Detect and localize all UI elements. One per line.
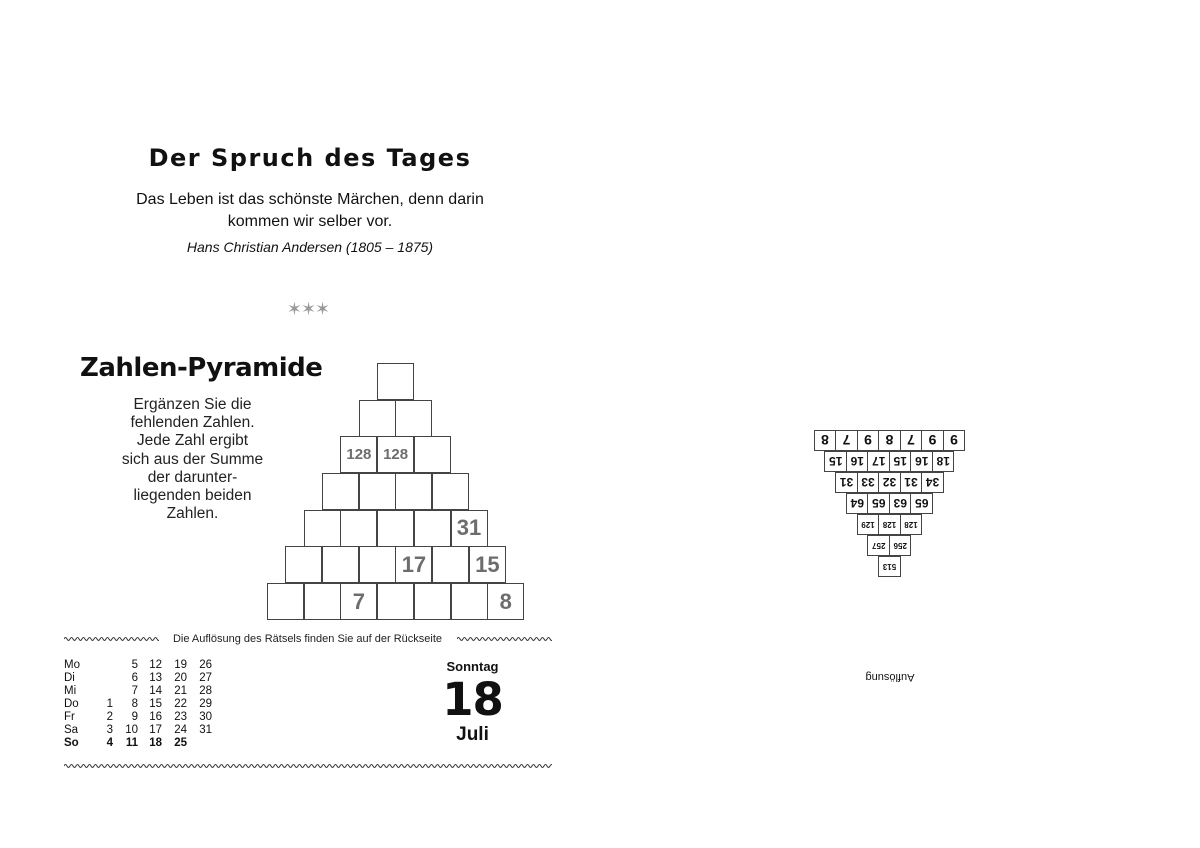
calendar-date: 7: [131, 685, 138, 697]
instruction-line: liegenden beiden: [133, 487, 252, 505]
calendar-date: 27: [199, 672, 212, 684]
solution-cell: 15: [825, 451, 848, 472]
day-number: 18: [442, 673, 503, 726]
weekday: Sonntag: [446, 659, 499, 674]
divider-stars: ✶✶✶: [286, 299, 330, 319]
solution-cell: 7: [835, 430, 858, 451]
solution-cell: 257: [868, 535, 891, 556]
calendar-date: 5: [131, 659, 138, 671]
calendar-date: 12: [149, 659, 162, 671]
pyramid-cell[interactable]: [304, 583, 341, 620]
solution-cell: 8: [878, 430, 901, 451]
pyramid-cell[interactable]: [395, 400, 432, 437]
calendar-date: 25: [174, 737, 187, 749]
solution-cell: 129: [857, 514, 880, 535]
calendar-day-label: Sa: [64, 724, 79, 736]
solution-hint: Die Auflösung des Rätsels finden Sie auf der Rückseite: [172, 633, 443, 645]
calendar-date: 26: [199, 659, 212, 671]
pyramid-cell[interactable]: 7: [340, 583, 377, 620]
quote-line: Das Leben ist das schönste Märchen, denn darin: [136, 191, 484, 208]
pyramid-cell[interactable]: 128: [340, 436, 377, 473]
solution-cell: 513: [878, 556, 901, 577]
solution-cell: 33: [857, 472, 880, 493]
solution-cell: 65: [911, 493, 934, 514]
pyramid-cell[interactable]: [322, 473, 359, 510]
bottom-wave: [64, 760, 552, 772]
calendar-day-label: Di: [64, 672, 75, 684]
pyramid-cell[interactable]: [377, 363, 414, 400]
calendar-date: 4: [106, 737, 113, 749]
solution-pyramid: [800, 417, 980, 577]
puzzle-title: Zahlen-Pyramide: [80, 353, 323, 383]
calendar-date: 23: [174, 711, 187, 723]
calendar-day-label: So: [64, 737, 79, 749]
pyramid-cell[interactable]: [304, 510, 341, 547]
pyramid-cell[interactable]: [414, 436, 451, 473]
calendar-date: 20: [174, 672, 187, 684]
solution-cell: 256: [889, 535, 912, 556]
solution-cell: 9: [921, 430, 944, 451]
calendar-date: 11: [125, 737, 138, 749]
solution-cell: 16: [846, 451, 869, 472]
pyramid-cell[interactable]: [414, 510, 451, 547]
instruction-line: der darunter-: [147, 468, 238, 486]
instruction-line: Zahlen.: [166, 505, 219, 523]
pyramid-cell[interactable]: 15: [469, 546, 506, 583]
pyramid-cell[interactable]: [322, 546, 359, 583]
calendar-date: 10: [125, 724, 138, 736]
calendar-date: 3: [106, 724, 113, 736]
quote-author: Hans Christian Andersen (1805 – 1875): [186, 239, 434, 255]
calendar-date: [182, 737, 212, 750]
solution-cell: 7: [900, 430, 923, 451]
pyramid-cell[interactable]: [359, 400, 396, 437]
pyramid-cell[interactable]: [267, 583, 304, 620]
calendar-day-label: Fr: [64, 711, 75, 723]
solution-cell: 31: [835, 472, 858, 493]
calendar-date: 31: [199, 724, 212, 736]
calendar-date: 9: [131, 711, 138, 723]
instruction-line: Jede Zahl ergibt: [136, 432, 249, 450]
separator-wave-left: [64, 633, 159, 645]
pyramid-cell[interactable]: 8: [487, 583, 524, 620]
calendar-date: 8: [131, 698, 138, 710]
calendar-week-column: [182, 659, 212, 750]
solution-cell: 9: [857, 430, 880, 451]
pyramid-cell[interactable]: [432, 546, 469, 583]
pyramid-cell[interactable]: [451, 583, 488, 620]
calendar-date: 21: [174, 685, 187, 697]
quote-line: kommen wir selber vor.: [227, 213, 393, 230]
pyramid-cell[interactable]: 17: [395, 546, 432, 583]
calendar-date: 15: [149, 698, 162, 710]
pyramid-cell[interactable]: 31: [451, 510, 488, 547]
pyramid-cell[interactable]: [359, 473, 396, 510]
solution-cell: 63: [889, 493, 912, 514]
pyramid-cell[interactable]: [395, 473, 432, 510]
calendar-date: 24: [174, 724, 187, 736]
solution-cell: 32: [878, 472, 901, 493]
solution-cell: 31: [900, 472, 923, 493]
calendar-date: 28: [199, 685, 212, 697]
calendar-days: [64, 659, 80, 750]
pyramid-cell[interactable]: [340, 510, 377, 547]
solution-cell: 15: [889, 451, 912, 472]
solution-cell: 64: [846, 493, 869, 514]
puzzle-instructions: [110, 396, 275, 523]
solution-cell: 34: [921, 472, 944, 493]
solution-cell: 17: [868, 451, 891, 472]
solution-cell: 18: [932, 451, 955, 472]
pyramid-cell[interactable]: [377, 583, 414, 620]
quote-text: [110, 189, 510, 233]
solution-cell: 9: [943, 430, 966, 451]
separator-wave-right: [457, 633, 552, 645]
calendar-date: 17: [149, 724, 162, 736]
quote-title: Der Spruch des Tages: [148, 144, 472, 172]
solution-label: Auflösung: [865, 671, 915, 683]
pyramid-cell[interactable]: [414, 583, 451, 620]
calendar-date: 14: [149, 685, 162, 697]
calendar-date: 6: [131, 672, 138, 684]
calendar-date: 1: [106, 698, 113, 710]
solution-cell: 128: [878, 514, 901, 535]
calendar-date: 13: [149, 672, 162, 684]
calendar-date: 30: [199, 711, 212, 723]
pyramid-cell[interactable]: [359, 546, 396, 583]
calendar-date: 19: [174, 659, 187, 671]
calendar-date: 2: [106, 711, 113, 723]
calendar-date: 22: [174, 698, 187, 710]
calendar-date: 16: [149, 711, 162, 723]
solution-cell: 8: [814, 430, 837, 451]
pyramid-cell[interactable]: [432, 473, 469, 510]
solution-cell: 16: [911, 451, 934, 472]
calendar-day-label: Do: [64, 698, 79, 710]
instruction-line: fehlenden Zahlen.: [130, 414, 255, 432]
pyramid-cell[interactable]: [285, 546, 322, 583]
solution-cell: 128: [900, 514, 923, 535]
solution-cell: 65: [868, 493, 891, 514]
calendar-date: 18: [149, 737, 162, 749]
calendar-day-label: Mi: [64, 685, 77, 697]
pyramid-cell[interactable]: 128: [377, 436, 414, 473]
calendar-date: 29: [199, 698, 212, 710]
instruction-line: Ergänzen Sie die: [133, 396, 252, 413]
instruction-line: sich aus der Summe: [121, 450, 264, 468]
pyramid-cell[interactable]: [377, 510, 414, 547]
month-name: Juli: [456, 724, 489, 745]
calendar-day-label: Mo: [64, 659, 80, 671]
